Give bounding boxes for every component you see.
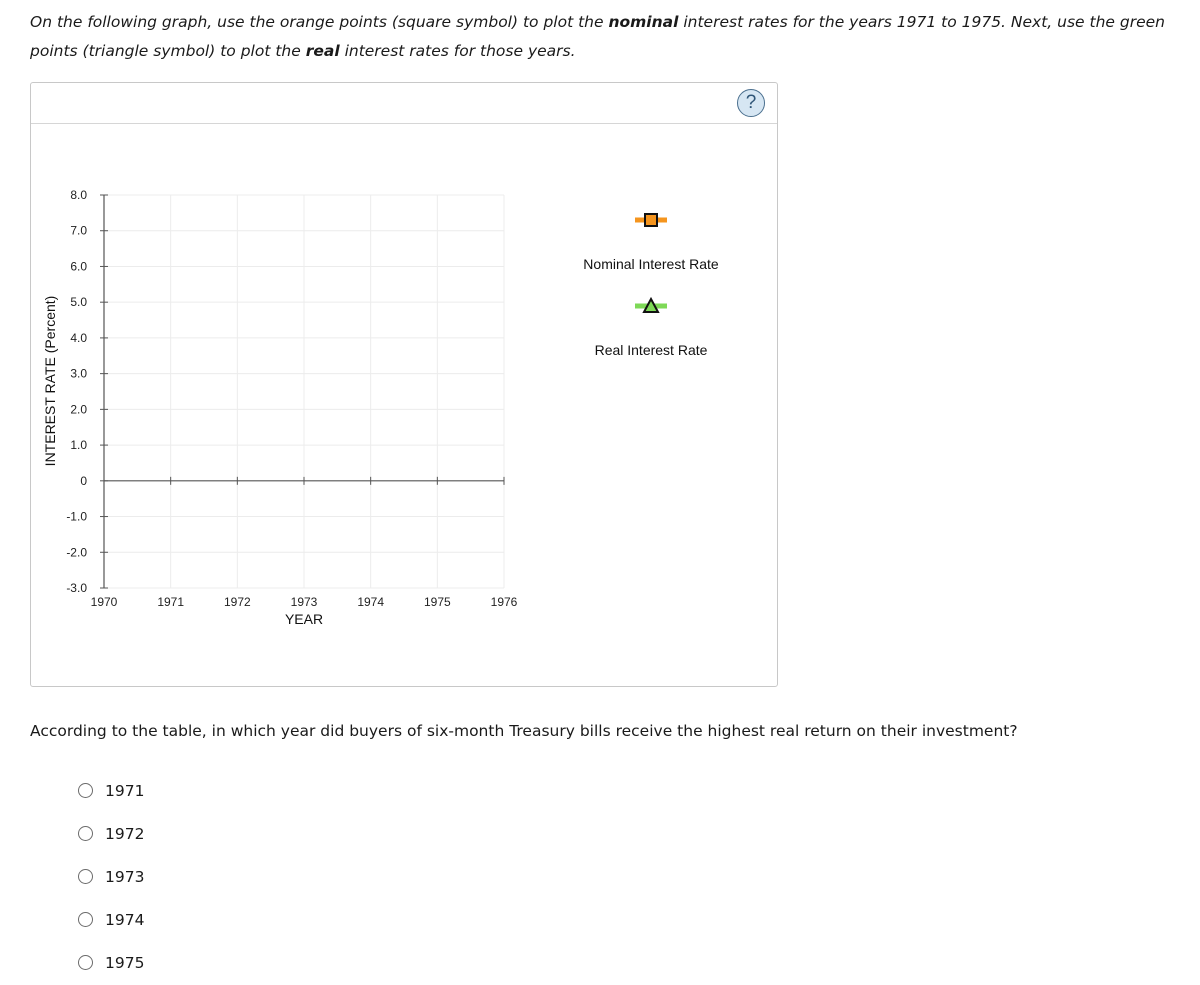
instructions: On the following graph, use the orange points (square symbol) to plot the nominal interest rates for the years 1971 to 1975. Next, use the green points (triangle symbol) to plot the real interest rates for those years. xyxy=(30,13,1165,60)
x-tick-label: 1973 xyxy=(290,595,318,609)
x-tick-label: 1975 xyxy=(423,595,451,609)
radio-button[interactable] xyxy=(78,826,93,841)
legend xyxy=(583,214,719,358)
radio-button[interactable] xyxy=(78,783,93,798)
x-tick-label: 1970 xyxy=(90,595,118,609)
y-tick-label: 8.0 xyxy=(70,188,87,202)
answer-options xyxy=(78,769,144,984)
answer-option-label: 1971 xyxy=(105,781,145,800)
answer-option-label: 1974 xyxy=(105,910,145,929)
graph-panel xyxy=(30,82,778,687)
x-axis-title: YEAR xyxy=(284,611,324,627)
tick-labels xyxy=(66,188,517,609)
y-tick-label: 5.0 xyxy=(70,295,87,310)
y-tick-label: 1.0 xyxy=(70,438,87,453)
nominal-rate-legend-label: Nominal Interest Rate xyxy=(583,256,719,272)
answer-option-label: 1975 xyxy=(105,953,145,972)
answer-option-label: 1972 xyxy=(105,824,145,843)
x-tick-label: 1972 xyxy=(223,595,251,609)
real-rate-legend-label: Real Interest Rate xyxy=(594,342,708,358)
y-tick-label: 7.0 xyxy=(70,223,87,238)
y-tick-label: -2.0 xyxy=(66,545,87,560)
y-tick-label: -1.0 xyxy=(66,509,87,524)
x-tick-label: 1976 xyxy=(490,595,518,609)
answer-option[interactable] xyxy=(78,812,144,855)
y-tick-label: 0 xyxy=(80,473,87,488)
answer-option[interactable] xyxy=(78,898,144,941)
radio-button[interactable] xyxy=(78,869,93,884)
y-tick-label: 2.0 xyxy=(70,402,87,417)
orange-square-icon xyxy=(645,214,657,226)
y-tick-label: -3.0 xyxy=(66,581,87,595)
grid xyxy=(104,195,504,588)
x-tick-label: 1974 xyxy=(357,595,385,609)
radio-button[interactable] xyxy=(78,955,93,970)
y-tick-label: 6.0 xyxy=(70,259,87,274)
y-axis-title: INTEREST RATE (Percent) xyxy=(42,295,58,467)
axes xyxy=(100,195,504,588)
nominal-rate-tool[interactable] xyxy=(635,214,667,226)
answer-option[interactable] xyxy=(78,855,144,898)
y-tick-label: 4.0 xyxy=(70,330,87,345)
question-mark-icon: ? xyxy=(745,92,757,113)
real-rate-tool[interactable] xyxy=(635,299,667,312)
y-tick-label: 3.0 xyxy=(70,366,87,381)
radio-button[interactable] xyxy=(78,912,93,927)
x-tick-label: 1971 xyxy=(157,595,185,609)
answer-option[interactable] xyxy=(78,941,144,984)
answer-option[interactable] xyxy=(78,769,144,812)
interest-rate-graph[interactable] xyxy=(31,83,777,686)
question-text: According to the table, in which year did buyers of six-month Treasury bills receive the highest real return on their investment? xyxy=(30,722,1018,740)
answer-option-label: 1973 xyxy=(105,867,145,886)
